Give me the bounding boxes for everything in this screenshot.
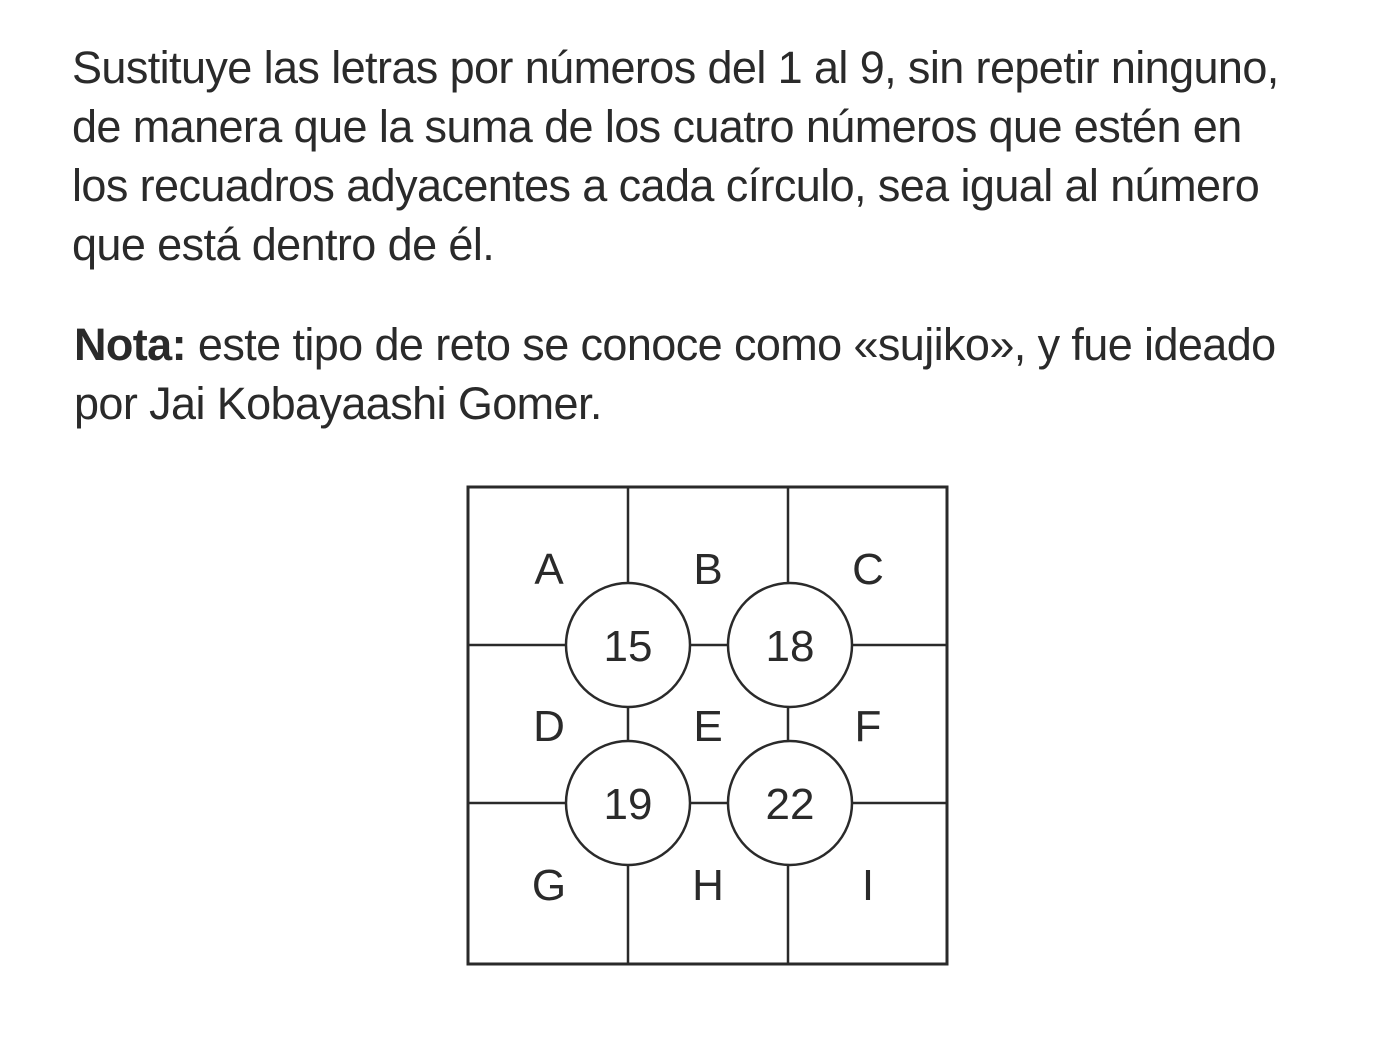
cell-label-d: D [533, 702, 565, 751]
cell-label-f: F [854, 702, 882, 751]
cell-label-i: I [861, 861, 875, 910]
sum-circle-1 [566, 583, 690, 707]
note-line-2: por Jai Kobayaashi Gomer. [74, 378, 602, 429]
cell-label-e: E [693, 702, 723, 751]
cell-label-h: H [692, 861, 724, 910]
instructions-line-4: que está dentro de él. [72, 219, 495, 270]
cell-label-c: C [852, 545, 884, 594]
instructions-line-2: de manera que la suma de los cuatro números que estén en [72, 101, 1242, 152]
instructions-line-3: los recuadros adyacentes a cada círculo, sea igual al número [72, 160, 1260, 211]
instructions-line-1: Sustituye las letras por números del 1 al 9, sin repetir ninguno, [72, 42, 1279, 93]
sum-circle-1-value: 15 [603, 622, 653, 671]
sum-circle-3-value: 19 [603, 780, 653, 829]
sum-circle-2-value: 18 [765, 622, 815, 671]
note-label: Nota: [74, 319, 186, 370]
cell-label-a: A [534, 545, 564, 594]
cell-label-b: B [693, 545, 723, 594]
sum-circle-2 [728, 583, 852, 707]
sum-circle-3 [566, 741, 690, 865]
sum-circle-4-value: 22 [765, 780, 815, 829]
sum-circle-4 [728, 741, 852, 865]
note-text: este tipo de reto se conoce como «sujiko», y fue ideado [185, 319, 1276, 370]
cell-label-g: G [531, 861, 567, 910]
